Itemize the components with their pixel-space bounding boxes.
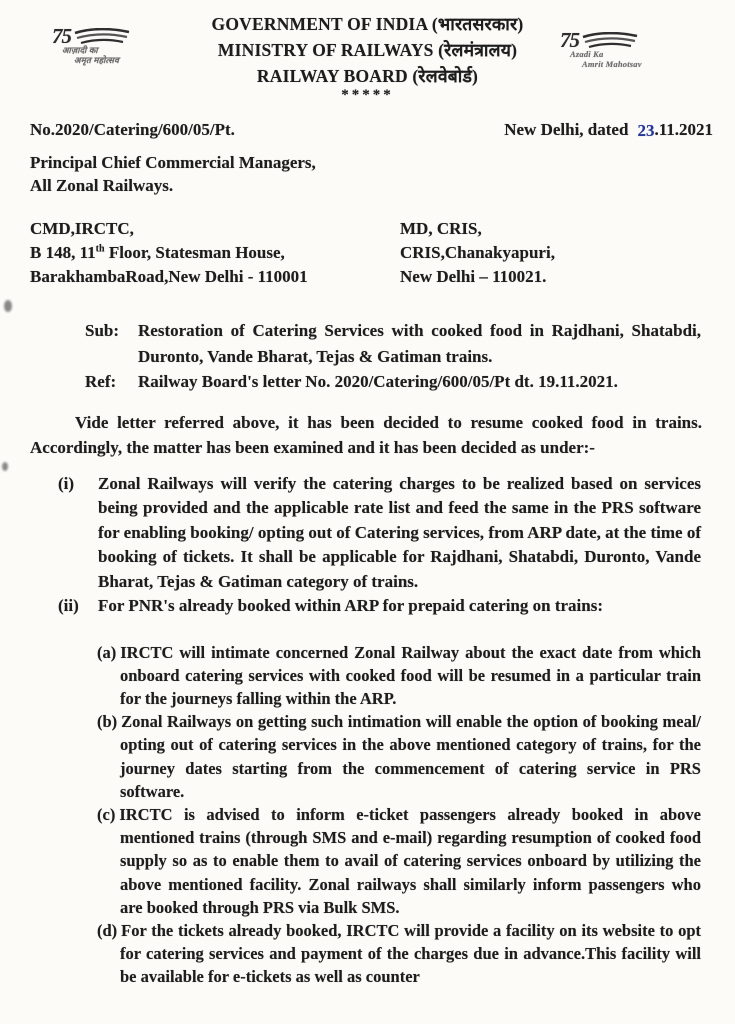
letterhead — [0, 0, 735, 110]
reference-date-row — [0, 110, 735, 142]
logo-75-mark — [560, 30, 690, 50]
sub-item-label: (c) — [97, 804, 116, 824]
recipient-irctc-address — [30, 217, 400, 289]
addressee-block — [0, 142, 735, 197]
flag-swoosh-icon — [73, 28, 131, 46]
logo-caption — [52, 46, 182, 65]
item-label: (i) — [58, 473, 75, 493]
recipient-line: New Delhi – 110021. — [400, 267, 547, 286]
recipients-block — [0, 197, 735, 289]
file-number: No.2020/Catering/600/05/Pt. — [30, 120, 235, 139]
azadi-ka-amrit-mahotsav-logo-english — [560, 30, 690, 69]
subject-row — [85, 318, 701, 369]
addressee-line2: All Zonal Railways. — [30, 176, 174, 195]
header-stars-divider: ***** — [341, 87, 394, 103]
sub-item-label: (b) — [97, 712, 118, 732]
item-text: For PNR's already booked within ARP for prepaid catering on trains: — [98, 596, 603, 615]
logo-caption-line1: आज़ादी का — [62, 45, 98, 55]
header-government-of-india: GOVERNMENT OF INDIA (भारतसरकार) — [211, 14, 524, 34]
list-item-i — [58, 472, 701, 595]
sub-item-a — [97, 641, 701, 711]
recipient-line: MD, CRIS, — [400, 219, 482, 238]
reference-label: Ref: — [85, 372, 117, 391]
logo-75-mark — [52, 26, 182, 46]
intro-paragraph: Vide letter referred above, it has been decided to resume cooked food in trains. Accordingly, the matter has been examined and it has been decided as under:- — [30, 412, 702, 457]
recipient-cris-address — [400, 217, 735, 289]
logo-75-numeral: 75 — [52, 24, 71, 48]
numbered-items — [0, 472, 735, 619]
flag-swoosh-icon — [581, 32, 639, 50]
reference-text: Railway Board's letter No. 2020/Catering/600/05/Pt dt. 19.11.2021. — [138, 372, 618, 391]
subject-text: Restoration of Catering Services with cooked food in Rajdhani, Shatabdi, Duronto, Vande Bharat, Tejas & Gatiman trains. — [138, 321, 701, 366]
recipient-line: BarakhambaRoad,New Delhi - 110001 — [30, 267, 308, 286]
sub-item-b — [97, 710, 701, 803]
sub-item-text: IRCTC is advised to inform e-ticket passengers already booked in above mentioned trains (through SMS and e-mail) regarding resumption of cooked food supply so as to enable them to avail of catering services onboard by utilizing the above mentioned facility. Zonal railways shall similarly inform passengers who are booked through PRS via Bulk SMS. — [119, 804, 701, 917]
addressee-line1: Principal Chief Commercial Managers, — [30, 153, 316, 172]
logo-caption-line2: अमृत महोत्सव — [74, 54, 120, 65]
reference-row — [85, 369, 701, 395]
scan-smudge — [4, 300, 12, 312]
logo-caption-line2: Amrit Mahotsav — [582, 58, 642, 69]
sub-item-text: IRCTC will intimate concerned Zonal Railway about the exact date from which onboard catering services with cooked food will be resumed in a particular train for the journeys falling within the ARP. — [120, 642, 701, 708]
subject-label: Sub: — [85, 321, 120, 340]
sub-item-d — [97, 919, 701, 989]
sub-item-text: For the tickets already booked, IRCTC will provide a facility on its website to opt for catering services and payment of the charges due in advance.This facility will be available for e-tickets as well as counter — [120, 920, 701, 987]
sub-item-label: (a) — [97, 642, 117, 662]
logo-caption — [560, 50, 690, 69]
header-ministry-of-railways: MINISTRY OF RAILWAYS (रेलमंत्रालय) — [217, 40, 518, 60]
place-date-prefix: New Delhi, dated — [504, 120, 629, 139]
scan-smudge — [2, 462, 8, 471]
ordinal-superscript: th — [95, 243, 105, 255]
item-text: Zonal Railways will verify the catering charges to be realized based on services being provided and the applicable rate list and feed the same in the PRS software for enabling booking/ opting out of Catering services, from ARP date, at the time of booking of tickets. It shall be applicable for Rajdhani, Shatabdi, Duronto, Vande Bharat, Tejas & Gatiman category of trains. — [98, 473, 701, 591]
item-label: (ii) — [58, 596, 79, 615]
sub-item-c — [97, 803, 701, 919]
header-railway-board: RAILWAY BOARD (रेलवेबोर्ड) — [256, 66, 479, 86]
sub-item-text: Zonal Railways on getting such intimation will enable the option of booking meal/ opting out of catering services in the above mentioned category of trains, for the journey dates starting from the commencement of catering service in PRS software. — [120, 712, 701, 801]
date-rest: .11.2021 — [654, 120, 713, 139]
list-item-ii — [58, 594, 701, 619]
sub-item-label: (d) — [97, 920, 118, 940]
place-and-date — [504, 117, 713, 142]
recipient-line: B 148, 11th Floor, Statesman House, — [30, 243, 285, 262]
azadi-ka-amrit-mahotsav-logo-hindi — [52, 26, 182, 65]
logo-caption-line1: Azadi Ka — [570, 49, 604, 59]
lettered-sub-items — [0, 641, 735, 989]
stamped-date-day: 23 — [637, 121, 655, 140]
subject-reference-block — [85, 318, 701, 395]
logo-75-numeral: 75 — [560, 28, 579, 52]
recipient-line: CMD,IRCTC, — [30, 219, 134, 238]
recipient-line: CRIS,Chanakyapuri, — [400, 243, 555, 262]
